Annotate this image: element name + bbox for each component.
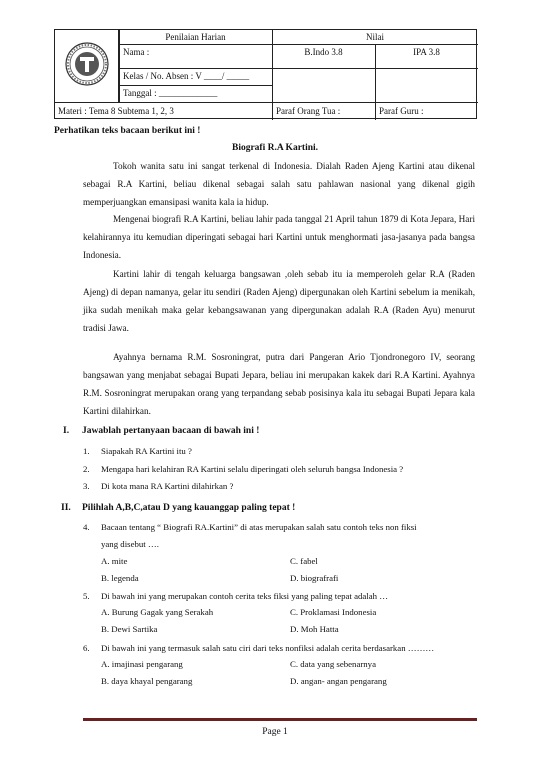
question-4-text-cont: yang disebut …. <box>101 539 159 549</box>
bindo-label: B.Indo 3.8 <box>304 47 343 57</box>
question-6-option-b[interactable]: B. daya khayal pengarang <box>101 676 193 686</box>
intro-instruction: Perhatikan teks bacaan berikut ini ! <box>54 126 201 136</box>
paraf-guru-field[interactable]: Paraf Guru : <box>379 106 424 116</box>
tanggal-field[interactable]: Tanggal : _____________ <box>123 88 218 98</box>
question-4-option-a[interactable]: A. mite <box>101 556 128 566</box>
question-6-option-a[interactable]: A. imajinasi pengarang <box>101 659 183 669</box>
question-1-text: Siapakah RA Kartini itu ? <box>101 446 192 456</box>
question-1-number: 1. <box>83 446 90 456</box>
school-logo-icon <box>65 42 109 86</box>
question-5-option-c[interactable]: C. Proklamasi Indonesia <box>290 607 377 617</box>
page-number: Page 1 <box>262 727 288 737</box>
question-5-number: 5. <box>83 591 90 601</box>
question-2-text: Mengapa hari kelahiran RA Kartini selalu diperingati oleh seluruh bangsa Indonesia ? <box>101 464 404 474</box>
ipa-label: IPA 3.8 <box>413 47 440 57</box>
question-4-text: Bacaan tentang “ Biografi RA.Kartini” di atas merupakan salah satu contoh teks non fiksi <box>101 522 417 532</box>
question-4-option-d[interactable]: D. biografrafi <box>290 573 339 583</box>
paraf-orang-tua-field[interactable]: Paraf Orang Tua : <box>276 106 341 116</box>
footer-divider <box>83 718 477 721</box>
section-1-number: I. <box>63 426 70 436</box>
question-2-number: 2. <box>83 464 90 474</box>
nilai-label: Nilai <box>366 32 384 42</box>
nama-field[interactable]: Nama : <box>123 47 150 57</box>
question-6-number: 6. <box>83 643 90 653</box>
question-3-number: 3. <box>83 481 90 491</box>
question-3-text: Di kota mana RA Kartini dilahirkan ? <box>101 481 234 491</box>
question-5-text: Di bawah ini yang merupakan contoh cerita teks fiksi yang paling tepat adalah … <box>101 591 389 601</box>
paragraph-1: Tokoh wanita satu ini sangat terkenal di Indonesia. Dialah Raden Ajeng Kartini atau dikenal sebagai R.A Kartini, beliau dikenal sebagai salah satu pahlawan nasional yang dikenal gigih memperjuangkan emansipasi wanita kala ia hidup. <box>83 161 475 207</box>
section-1-title: Jawablah pertanyaan bacaan di bawah ini ! <box>82 426 260 436</box>
question-4-option-b[interactable]: B. legenda <box>101 573 139 583</box>
question-5-option-a[interactable]: A. Burung Gagak yang Serakah <box>101 607 214 617</box>
question-6-text: Di bawah ini yang termasuk salah satu ciri dari teks nonfiksi adalah cerita berdasarkan ……… <box>101 643 435 653</box>
paragraph-2: Mengenai biografi R.A Kartini, beliau lahir pada tanggal 21 April tahun 1879 di Kota Jepara, Hari kelahirannya itu kemudian diperingati sebagai hari Kartini untuk menghormati jasa-jasanya pada bangsa Indonesia. <box>83 214 475 260</box>
section-2-title: Pilihlah A,B,C,atau D yang kauanggap paling tepat ! <box>82 503 296 513</box>
question-5-option-d[interactable]: D. Moh Hatta <box>290 624 339 634</box>
question-6-option-d[interactable]: D. angan- angan pengarang <box>290 676 387 686</box>
paragraph-3: Kartini lahir di tengah keluarga bangsawan ,oleh sebab itu ia memperoleh gelar R.A (Raden Ajeng) di depan namanya, gelar itu sendiri (Raden Ajeng) dipergunakan oleh Kartini sebelum ia menikah, jika sudah menikah maka gelar kebangsawanan yang dipergunakan adalah R.A (Raden Ayu) menurut tradisi Jawa. <box>83 269 475 333</box>
reading-title: Biografi R.A Kartini. <box>231 143 319 153</box>
logo-cell <box>55 30 119 102</box>
question-5-option-b[interactable]: B. Dewi Sartika <box>101 624 158 634</box>
question-4-number: 4. <box>83 522 90 532</box>
section-2-number: II. <box>61 503 71 513</box>
materi-label: Materi : Tema 8 Subtema 1, 2, 3 <box>58 106 174 116</box>
paragraph-4: Ayahnya bernama R.M. Sosroningrat, putra dari Pangeran Ario Tjondronegoro IV, seorang bangsawan yang menjabat sebagai Bupati Jepara, beliau ini merupakan kakek dari R.A Kartini. Ayahnya R.M. Sosroningrat merupakan orang yang terpandang sebab posisinya kala itu sebagai Bupati Jepara kala Kartini dilahirkan. <box>83 352 475 416</box>
kelas-field[interactable]: Kelas / No. Absen : V ____/ _____ <box>123 71 250 81</box>
question-6-option-c[interactable]: C. data yang sebenarnya <box>290 659 376 669</box>
penilaian-label: Penilaian Harian <box>165 32 226 42</box>
header-table <box>54 29 477 119</box>
question-4-option-c[interactable]: C. fabel <box>290 556 318 566</box>
